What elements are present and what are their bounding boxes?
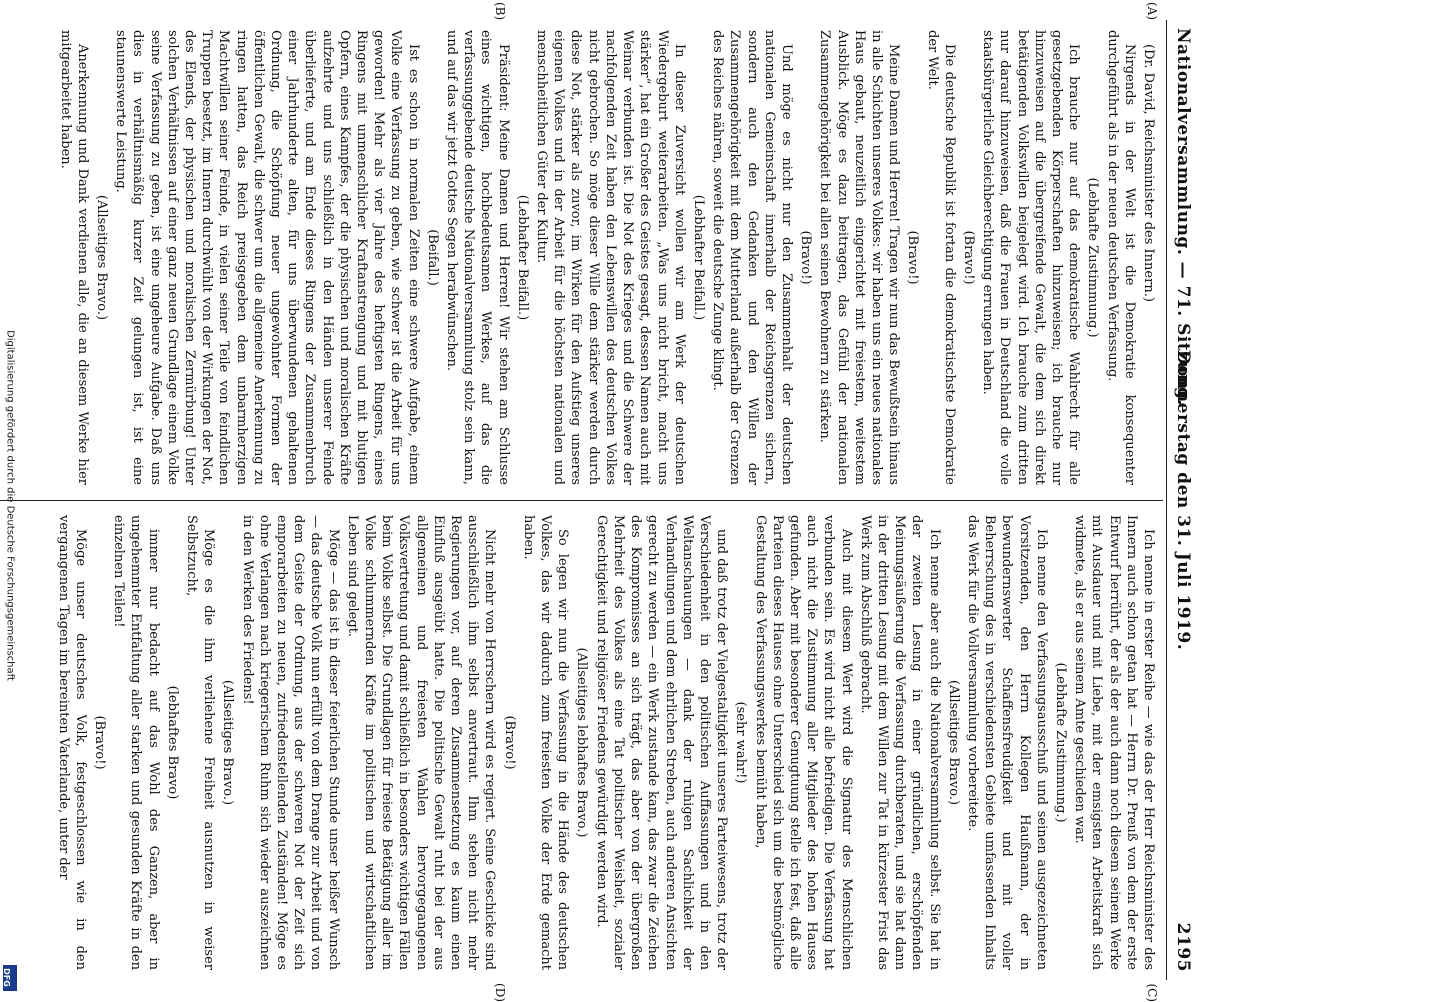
paragraph: und daß trotz der Vielgestaltigkeit unseres Parteiwesens, trotz der Verschiedenheit in den politischen Auffassungen und in den Weltanschauungen — dank der ruhigen Sachlichkeit der Verhandlungen und dem ehrlichen Streben, auch anderen Ansichten gerecht zu werden — ein Werk zustande kam, das zwar die Zeichen des Kompromisses an sich trägt, das aber von der übergroßen Mehrheit des Volkes als eine Tat politischer Weisheit, sozialer Gerechtigkeit und religiöser Friedens gewürdigt werden wird. (593, 515, 730, 970)
interjection: (Allseitiges Bravo.) (945, 679, 961, 806)
interjection: (Lebhafte Zustimmung.) (1085, 177, 1101, 338)
paragraph: In dieser Zuversicht wollen wir am Werk der deutschen Wiedergeburt weiterarbeiten. „Was uns nicht bricht, macht uns stärker“, hat ein Großer des Geistes gesagt, dessen Namen auch mit Weimar verbunden ist. Die Not des Krieges und die Schwere der nachfolgenden Zeit haben den Lebenswillen des deutschen Volkes nicht gebrochen. So möge dieser Wille dem stärker werden durch diese Not, stärker als zuvor, im Wirken für den Aufstieg unseres eigenen Volkes und in der Arbeit für die höchsten nationalen und menschheitlichen Güter der Kultur. (534, 30, 687, 485)
paragraph: Ich nenne aber auch die Nationalversammlung selbst. Sie hat in der zweiten Lesung in einer gründlichen, erschöpfenden Meinungsäußerung die Verfassung durchberaten, und sie hat dann in der dritten Lesung mit dem Willen zur Tat in kürzester Frist das Werk zum Abschluß gebracht. (857, 515, 942, 970)
header-date: Donnerstag den 31. Juli 1919. (1173, 349, 1193, 651)
column-divider (0, 500, 1163, 501)
rotated-page-content (0, 2, 1197, 1002)
paragraph: So legen wir nun die Verfassung in die Hände des deutschen Volkes, das wir dadurch zum freiesten Volke der Erde gemacht haben. (520, 515, 571, 970)
page-header (1166, 20, 1197, 980)
paragraph: Präsident: Meine Damen und Herren! Wir stehen am Schlusse eines wichtigen, hochbedeutsamen Werkes, auf das die verfassunggebende deutsche Nationalversammlung stolz sein kann, und auf das wir jetzt Gottes Segen herabwünschen. (444, 30, 511, 485)
interjection: (Lebhafter Beifall.) (514, 194, 530, 321)
paragraph: Ich nenne in erster Reihe — wie das der Herr Reichsminister des Innern auch schon getan hat — Herrn Dr. Preuß von dem der erste Entwurf herrührt, der als der auch dann noch diesem seinem Werke mit Ausdauer und mit Liebe, mit der emsigsten Arbeitskraft sich widmete, als er aus seinem Amte geschieden war. (1072, 515, 1156, 970)
interjection: (Bravo!) (960, 230, 976, 285)
paragraph: Nirgends in der Welt ist die Demokratie konsequenter durchgeführt als in der neuen deutschen Verfassung. (1104, 30, 1137, 485)
interjection: (Lebhafte Zustimmung.) (1052, 662, 1068, 823)
paragraph: Ist es schon in normalen Zeiten eine schwere Aufgabe, einem Volke eine Verfassung zu geben, wie schwer ist die Arbeit für uns geworden! Mehr als vier Jahre des heftigsten Ringens, eines Ringens mit unmenschlicher Kraftanstrengung und mit blutigen Opfern, eines Kampfes, der die physischen und moralischen Kräfte aufzehrte und uns schließlich in den Händen unserer Feinde überlieferte, und am Ende dieses Ringens der Zusammenbruch einer Jahrhunderte alten, für uns überwundenen gehaltenen Ordnung, die Schöpfung neuer ungewohnter Formen der öffentlichen Gewalt, die schwer um die allgemeine Anerkennung zu ringen hatten, das Reich preisgegeben dem unbarmherzigen Machtwillen seiner Feinde, in vielen seiner Teile von feindlichen Truppen besetzt, im Innern durchwühlt von der Wirkungen der Not, des Elends, der physischen und moralischen Zermürbung! Unter solchen Verhältnissen auf einer ganz neuen Grundlage einem Volke seine Verfassung zu geben, ist eine ungeheure Aufgabe. Daß uns dies in verhältnismäßig kurzer Zeit gelungen ist, ist eine staunenswerte Leistung. (113, 30, 421, 485)
paragraph: Ich nenne den Verfassungsausschuß und seinen ausgezeichneten Vorsitzenden, den Herrn Kollegen Haußmann, der in bewundernswerter Schaffensfreudigkeit und mit voller Beherrschung des in verschiedensten Gebiete umfassenden Inhalts das Werk für die Vollversammlung vorbereitete. (964, 515, 1049, 970)
interjection: (Allseitiges Bravo.) (220, 679, 236, 806)
header-title: Nationalversammlung. — 71. Sitzung. (1173, 28, 1193, 406)
dfg-logo-icon (3, 965, 17, 991)
digitization-credit (0, 0, 20, 1000)
margin-label-b: (B) (493, 2, 507, 21)
paragraph: Und möge es nicht nur den Zusammenhalt der deutschen nationalen Gemeinschaft innerhalb der Reichsgrenzen sichern, sondern auch den Gedanken und den Willen der Zusammengehörigkeit mit dem Mutterland außerhalb der Grenzen des Reiches nähren, soweit die deutsche Zunge klingt. (710, 30, 794, 485)
paragraph: Ich brauche nur auf das demokratische Wahlrecht für alle gesetzgebenden Körperschaften hinzuweisen; ich brauche nur hinzuweisen auf die übergreifende Gewalt, die dem sich direkt betätigenden Volkswillen beigelegt wird. Ich brauche zum dritten nur darauf hinzuweisen, daß die Frauen in Deutschland die volle staatsbürgerliche Gleichberechtigung errungen haben. (980, 30, 1082, 485)
paragraph: Möge unser deutsches Volk, festgeschlossen wie in den vergangenen Tagen im bereinten Vaterlande, unter der (55, 515, 88, 970)
paragraph: Anerkennung und Dank verdienen alle, die an diesem Werke hier mitgearbeitet haben. (57, 30, 90, 485)
dfg-logo-text: DFG (1, 968, 11, 987)
interjection: (Bravo!) (905, 230, 921, 285)
paragraph: immer nur bedacht auf das Wohl des Ganzen, aber in ungehemmter Entfaltung aller starken und gesunden Kräfte in den einzelnen Teilen! (111, 515, 161, 970)
paragraph: Auch mit diesem Wert wird die Signatur des Menschlichen verbunden sein. Es wird nicht alle befriedigen. Die Verfassung hat auch nicht die Zustimmung aller Mitglieder des hohen Hauses gefunden. Aber mit besonderer Genugtuung stelle ich fest, daß alle Parteien dieses Hauses ohne Unterschied sich um die bestmögliche Gestaltung des Verfassungswerkes bemüht haben, (752, 515, 854, 970)
text-column-left (0, 30, 1157, 485)
interjection: (Lebhafter Beifall.) (690, 194, 706, 321)
paragraph: Möge — das ist in dieser feierlichen Stunde unser heißer Wunsch — das deutsche Volk nun erfüllt von dem Drange zur Arbeit und von dem Geiste der Ordnung, aus der schweren Not der Zeit sich emporarbeiten zu neuen, zufriedenstellenden Zuständen! Möge es ohne Verlangen nach kriegerischem Ruhm sich wieder auszeichnen in den Werken des Friedens! (239, 515, 341, 970)
paragraph: (Dr. David, Reichsminister des Innern.) (1141, 44, 1156, 302)
margin-label-d: (D) (493, 983, 507, 1002)
interjection: (Bravo!) (501, 715, 517, 770)
margin-label-a: (A) (1145, 2, 1159, 21)
text-column-right (0, 515, 1157, 970)
interjection: (lebhaftes Bravo) (164, 685, 180, 800)
paragraph: Die deutsche Republik ist fortan die demokratischste Demokratie der Welt. (924, 30, 957, 485)
paragraph: Meine Damen und Herren! Tragen wir nun das Bewußtsein hinaus in alle Schichten unseres Volkes: wir haben uns ein neues nationales Haus gebaut, neuzeitlich eingerichtet mit freiestem, weitestem Ausblick. Möge es dazu beitragen, das Gefühl der nationalen Zusammengehörigkeit bei allen seinen Bewohnern zu stärken. (817, 30, 902, 485)
paragraph: Nicht mehr von Herrschern wird es regiert. Seine Geschicke sind ausschließlich ihm selbst anvertraut. Ihm stehen nicht mehr Regierungen vor, auf deren Zusammensetzung es kaum einen Einfluß ausgeübt hatte. Die politische Gewalt ruht bei der aus allgemeinen und freiesten Wahlen hervorgegangenen Volksvertretung und damit schließlich in besonders wichtigen Fällen beim Volke selbst. Die Grundlagen für freieste Betätigung aller im Volke schlummernden Kräfte im politischen und wirtschaftlichen Leben sind gelegt. (344, 515, 498, 970)
margin-label-c: (C) (1145, 983, 1159, 1002)
interjection: (Allseitiges Bravo.) (94, 194, 110, 321)
digitization-credit-text: Digitalisierung gefördert durch die Deutsche Forschungsgemeinschaft (4, 330, 16, 681)
interjection: (Bravo!) (92, 715, 108, 770)
interjection: (Allseitiges lebhaftes Bravo.) (574, 647, 590, 838)
interjection: (sehr wahr!) (733, 701, 749, 784)
interjection: (Beifall.) (424, 229, 440, 286)
paragraph: Möge es die ihm verliehene Freiheit ausnutzen in weiser Selbstzucht, (184, 515, 217, 970)
interjection: (Bravo!) (798, 230, 814, 285)
page-number: 2195 (1173, 922, 1193, 972)
